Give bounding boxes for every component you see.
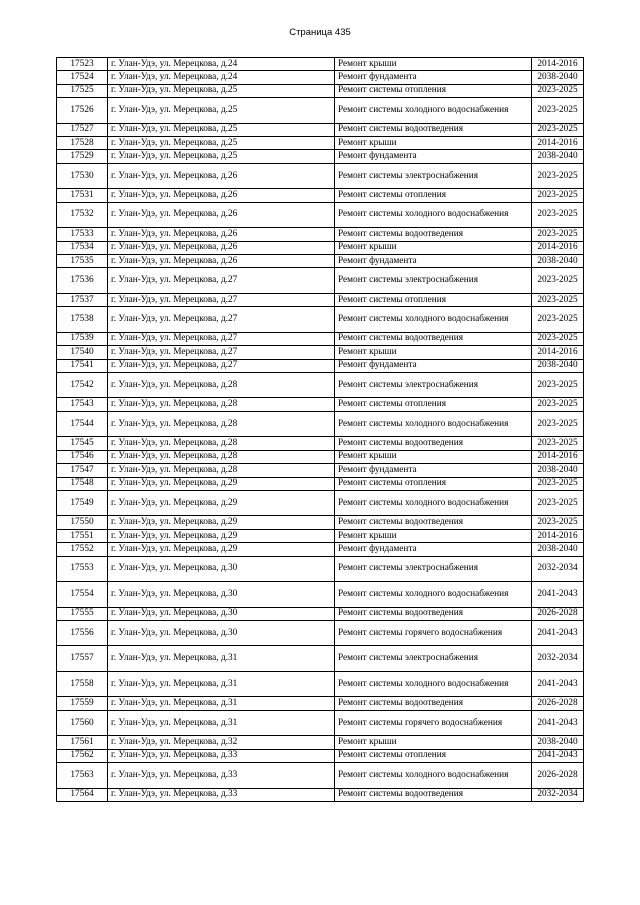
row-id-cell: 17529 (57, 150, 108, 163)
table-row (57, 411, 584, 437)
period-cell: 2026-2028 (532, 607, 584, 620)
work-type-cell: Ремонт системы электроснабжения (335, 372, 532, 398)
table-row (57, 372, 584, 398)
period-cell: 2023-2025 (532, 123, 584, 136)
address-cell: г. Улан-Удэ, ул. Мерецкова, д.30 (108, 607, 335, 620)
work-type-cell: Ремонт системы электроснабжения (335, 268, 532, 294)
period-cell: 2023-2025 (532, 372, 584, 398)
address-cell: г. Улан-Удэ, ул. Мерецкова, д.26 (108, 255, 335, 268)
table-row (57, 293, 584, 306)
table-row (57, 163, 584, 189)
work-type-cell: Ремонт крыши (335, 241, 532, 254)
row-id-cell: 17553 (57, 556, 108, 582)
period-cell: 2041-2043 (532, 749, 584, 762)
table-row (57, 255, 584, 268)
row-id-cell: 17527 (57, 123, 108, 136)
table-row (57, 398, 584, 411)
work-type-cell: Ремонт системы холодного водоснабжения (335, 202, 532, 228)
period-cell: 2023-2025 (532, 202, 584, 228)
table-row (57, 516, 584, 529)
row-id-cell: 17526 (57, 98, 108, 124)
row-id-cell: 17556 (57, 620, 108, 646)
work-type-cell: Ремонт системы отопления (335, 398, 532, 411)
work-type-cell: Ремонт системы холодного водоснабжения (335, 411, 532, 437)
table-row (57, 359, 584, 372)
period-cell: 2023-2025 (532, 332, 584, 345)
row-id-cell: 17546 (57, 450, 108, 463)
row-id-cell: 17551 (57, 529, 108, 542)
address-cell: г. Улан-Удэ, ул. Мерецкова, д.30 (108, 582, 335, 608)
row-id-cell: 17541 (57, 359, 108, 372)
work-type-cell: Ремонт системы водоотведения (335, 788, 532, 801)
table-row (57, 202, 584, 228)
row-id-cell: 17548 (57, 477, 108, 490)
address-cell: г. Улан-Удэ, ул. Мерецкова, д.28 (108, 437, 335, 450)
row-id-cell: 17540 (57, 346, 108, 359)
address-cell: г. Улан-Удэ, ул. Мерецкова, д.25 (108, 123, 335, 136)
period-cell: 2023-2025 (532, 293, 584, 306)
address-cell: г. Улан-Удэ, ул. Мерецкова, д.28 (108, 372, 335, 398)
period-cell: 2023-2025 (532, 411, 584, 437)
period-cell: 2032-2034 (532, 788, 584, 801)
address-cell: г. Улан-Удэ, ул. Мерецкова, д.26 (108, 241, 335, 254)
row-id-cell: 17542 (57, 372, 108, 398)
work-type-cell: Ремонт системы отопления (335, 749, 532, 762)
address-cell: г. Улан-Удэ, ул. Мерецкова, д.31 (108, 710, 335, 736)
address-cell: г. Улан-Удэ, ул. Мерецкова, д.27 (108, 359, 335, 372)
row-id-cell: 17528 (57, 137, 108, 150)
work-type-cell: Ремонт системы холодного водоснабжения (335, 98, 532, 124)
row-id-cell: 17560 (57, 710, 108, 736)
work-type-cell: Ремонт системы водоотведения (335, 437, 532, 450)
page-header: Страница 435 (289, 27, 351, 38)
period-cell: 2026-2028 (532, 763, 584, 789)
row-id-cell: 17543 (57, 398, 108, 411)
address-cell: г. Улан-Удэ, ул. Мерецкова, д.27 (108, 293, 335, 306)
period-cell: 2023-2025 (532, 307, 584, 333)
row-id-cell: 17555 (57, 607, 108, 620)
work-type-cell: Ремонт системы электроснабжения (335, 646, 532, 672)
address-cell: г. Улан-Удэ, ул. Мерецкова, д.31 (108, 646, 335, 672)
row-id-cell: 17550 (57, 516, 108, 529)
table-row (57, 84, 584, 97)
address-cell: г. Улан-Удэ, ул. Мерецкова, д.26 (108, 228, 335, 241)
row-id-cell: 17563 (57, 763, 108, 789)
table-row (57, 268, 584, 294)
work-type-cell: Ремонт системы холодного водоснабжения (335, 671, 532, 697)
period-cell: 2014-2016 (532, 241, 584, 254)
work-type-cell: Ремонт крыши (335, 529, 532, 542)
table-row (57, 58, 584, 71)
address-cell: г. Улан-Удэ, ул. Мерецкова, д.27 (108, 268, 335, 294)
table-row (57, 543, 584, 556)
work-type-cell: Ремонт крыши (335, 450, 532, 463)
row-id-cell: 17530 (57, 163, 108, 189)
row-id-cell: 17539 (57, 332, 108, 345)
table-row (57, 464, 584, 477)
address-cell: г. Улан-Удэ, ул. Мерецкова, д.25 (108, 84, 335, 97)
table-row (57, 646, 584, 672)
period-cell: 2023-2025 (532, 98, 584, 124)
row-id-cell: 17559 (57, 697, 108, 710)
table-row (57, 749, 584, 762)
work-type-cell: Ремонт фундамента (335, 359, 532, 372)
row-id-cell: 17525 (57, 84, 108, 97)
row-id-cell: 17536 (57, 268, 108, 294)
repair-schedule-table (56, 57, 584, 802)
row-id-cell: 17535 (57, 255, 108, 268)
period-cell: 2038-2040 (532, 736, 584, 749)
work-type-cell: Ремонт фундамента (335, 71, 532, 84)
row-id-cell: 17558 (57, 671, 108, 697)
work-type-cell: Ремонт крыши (335, 346, 532, 359)
row-id-cell: 17538 (57, 307, 108, 333)
row-id-cell: 17554 (57, 582, 108, 608)
table-row (57, 241, 584, 254)
table-row (57, 346, 584, 359)
period-cell: 2038-2040 (532, 464, 584, 477)
table-row (57, 556, 584, 582)
table-row (57, 477, 584, 490)
table-row (57, 307, 584, 333)
address-cell: г. Улан-Удэ, ул. Мерецкова, д.26 (108, 202, 335, 228)
period-cell: 2014-2016 (532, 346, 584, 359)
table-row (57, 490, 584, 516)
period-cell: 2023-2025 (532, 189, 584, 202)
address-cell: г. Улан-Удэ, ул. Мерецкова, д.30 (108, 556, 335, 582)
work-type-cell: Ремонт системы водоотведения (335, 332, 532, 345)
table-row (57, 710, 584, 736)
row-id-cell: 17562 (57, 749, 108, 762)
work-type-cell: Ремонт системы водоотведения (335, 123, 532, 136)
row-id-cell: 17545 (57, 437, 108, 450)
row-id-cell: 17561 (57, 736, 108, 749)
period-cell: 2032-2034 (532, 556, 584, 582)
table-row (57, 189, 584, 202)
work-type-cell: Ремонт системы отопления (335, 293, 532, 306)
address-cell: г. Улан-Удэ, ул. Мерецкова, д.25 (108, 137, 335, 150)
work-type-cell: Ремонт системы холодного водоснабжения (335, 307, 532, 333)
table-row (57, 607, 584, 620)
period-cell: 2038-2040 (532, 359, 584, 372)
address-cell: г. Улан-Удэ, ул. Мерецкова, д.31 (108, 671, 335, 697)
table-row (57, 529, 584, 542)
period-cell: 2041-2043 (532, 620, 584, 646)
work-type-cell: Ремонт крыши (335, 137, 532, 150)
table-row (57, 98, 584, 124)
period-cell: 2038-2040 (532, 71, 584, 84)
table-row (57, 437, 584, 450)
row-id-cell: 17547 (57, 464, 108, 477)
table-row (57, 123, 584, 136)
period-cell: 2023-2025 (532, 437, 584, 450)
period-cell: 2023-2025 (532, 398, 584, 411)
work-type-cell: Ремонт системы отопления (335, 84, 532, 97)
work-type-cell: Ремонт системы холодного водоснабжения (335, 582, 532, 608)
row-id-cell: 17537 (57, 293, 108, 306)
table-row (57, 671, 584, 697)
address-cell: г. Улан-Удэ, ул. Мерецкова, д.33 (108, 788, 335, 801)
table-row (57, 71, 584, 84)
work-type-cell: Ремонт крыши (335, 58, 532, 71)
row-id-cell: 17533 (57, 228, 108, 241)
address-cell: г. Улан-Удэ, ул. Мерецкова, д.27 (108, 332, 335, 345)
table-body (57, 58, 584, 802)
work-type-cell: Ремонт системы водоотведения (335, 228, 532, 241)
row-id-cell: 17524 (57, 71, 108, 84)
address-cell: г. Улан-Удэ, ул. Мерецкова, д.24 (108, 58, 335, 71)
row-id-cell: 17564 (57, 788, 108, 801)
address-cell: г. Улан-Удэ, ул. Мерецкова, д.33 (108, 763, 335, 789)
table-row (57, 763, 584, 789)
period-cell: 2023-2025 (532, 516, 584, 529)
address-cell: г. Улан-Удэ, ул. Мерецкова, д.25 (108, 98, 335, 124)
period-cell: 2038-2040 (532, 543, 584, 556)
address-cell: г. Улан-Удэ, ул. Мерецкова, д.33 (108, 749, 335, 762)
address-cell: г. Улан-Удэ, ул. Мерецкова, д.24 (108, 71, 335, 84)
work-type-cell: Ремонт системы отопления (335, 189, 532, 202)
address-cell: г. Улан-Удэ, ул. Мерецкова, д.28 (108, 464, 335, 477)
address-cell: г. Улан-Удэ, ул. Мерецкова, д.26 (108, 189, 335, 202)
period-cell: 2038-2040 (532, 150, 584, 163)
period-cell: 2023-2025 (532, 84, 584, 97)
table-row (57, 788, 584, 801)
period-cell: 2014-2016 (532, 529, 584, 542)
address-cell: г. Улан-Удэ, ул. Мерецкова, д.26 (108, 163, 335, 189)
table-row (57, 736, 584, 749)
address-cell: г. Улан-Удэ, ул. Мерецкова, д.29 (108, 543, 335, 556)
address-cell: г. Улан-Удэ, ул. Мерецкова, д.30 (108, 620, 335, 646)
table-row (57, 582, 584, 608)
work-type-cell: Ремонт системы водоотведения (335, 697, 532, 710)
period-cell: 2026-2028 (532, 697, 584, 710)
period-cell: 2023-2025 (532, 477, 584, 490)
work-type-cell: Ремонт системы электроснабжения (335, 556, 532, 582)
row-id-cell: 17549 (57, 490, 108, 516)
period-cell: 2041-2043 (532, 671, 584, 697)
address-cell: г. Улан-Удэ, ул. Мерецкова, д.31 (108, 697, 335, 710)
row-id-cell: 17531 (57, 189, 108, 202)
period-cell: 2041-2043 (532, 582, 584, 608)
work-type-cell: Ремонт системы водоотведения (335, 607, 532, 620)
address-cell: г. Улан-Удэ, ул. Мерецкова, д.27 (108, 307, 335, 333)
table-row (57, 150, 584, 163)
period-cell: 2014-2016 (532, 58, 584, 71)
period-cell: 2023-2025 (532, 228, 584, 241)
address-cell: г. Улан-Удэ, ул. Мерецкова, д.28 (108, 450, 335, 463)
work-type-cell: Ремонт системы холодного водоснабжения (335, 490, 532, 516)
work-type-cell: Ремонт системы отопления (335, 477, 532, 490)
work-type-cell: Ремонт фундамента (335, 150, 532, 163)
address-cell: г. Улан-Удэ, ул. Мерецкова, д.29 (108, 477, 335, 490)
work-type-cell: Ремонт фундамента (335, 255, 532, 268)
table-row (57, 697, 584, 710)
row-id-cell: 17557 (57, 646, 108, 672)
work-type-cell: Ремонт фундамента (335, 464, 532, 477)
table-row (57, 228, 584, 241)
work-type-cell: Ремонт системы водоотведения (335, 516, 532, 529)
table-row (57, 620, 584, 646)
period-cell: 2014-2016 (532, 450, 584, 463)
address-cell: г. Улан-Удэ, ул. Мерецкова, д.32 (108, 736, 335, 749)
work-type-cell: Ремонт системы электроснабжения (335, 163, 532, 189)
period-cell: 2023-2025 (532, 268, 584, 294)
table-row (57, 137, 584, 150)
address-cell: г. Улан-Удэ, ул. Мерецкова, д.28 (108, 411, 335, 437)
work-type-cell: Ремонт фундамента (335, 543, 532, 556)
address-cell: г. Улан-Удэ, ул. Мерецкова, д.27 (108, 346, 335, 359)
work-type-cell: Ремонт системы холодного водоснабжения (335, 763, 532, 789)
row-id-cell: 17552 (57, 543, 108, 556)
row-id-cell: 17532 (57, 202, 108, 228)
table-row (57, 332, 584, 345)
period-cell: 2014-2016 (532, 137, 584, 150)
work-type-cell: Ремонт крыши (335, 736, 532, 749)
row-id-cell: 17523 (57, 58, 108, 71)
row-id-cell: 17544 (57, 411, 108, 437)
work-type-cell: Ремонт системы горячего водоснабжения (335, 620, 532, 646)
period-cell: 2023-2025 (532, 163, 584, 189)
period-cell: 2032-2034 (532, 646, 584, 672)
period-cell: 2041-2043 (532, 710, 584, 736)
address-cell: г. Улан-Удэ, ул. Мерецкова, д.29 (108, 490, 335, 516)
period-cell: 2038-2040 (532, 255, 584, 268)
row-id-cell: 17534 (57, 241, 108, 254)
address-cell: г. Улан-Удэ, ул. Мерецкова, д.29 (108, 516, 335, 529)
table-row (57, 450, 584, 463)
period-cell: 2023-2025 (532, 490, 584, 516)
address-cell: г. Улан-Удэ, ул. Мерецкова, д.29 (108, 529, 335, 542)
address-cell: г. Улан-Удэ, ул. Мерецкова, д.28 (108, 398, 335, 411)
address-cell: г. Улан-Удэ, ул. Мерецкова, д.25 (108, 150, 335, 163)
work-type-cell: Ремонт системы горячего водоснабжения (335, 710, 532, 736)
